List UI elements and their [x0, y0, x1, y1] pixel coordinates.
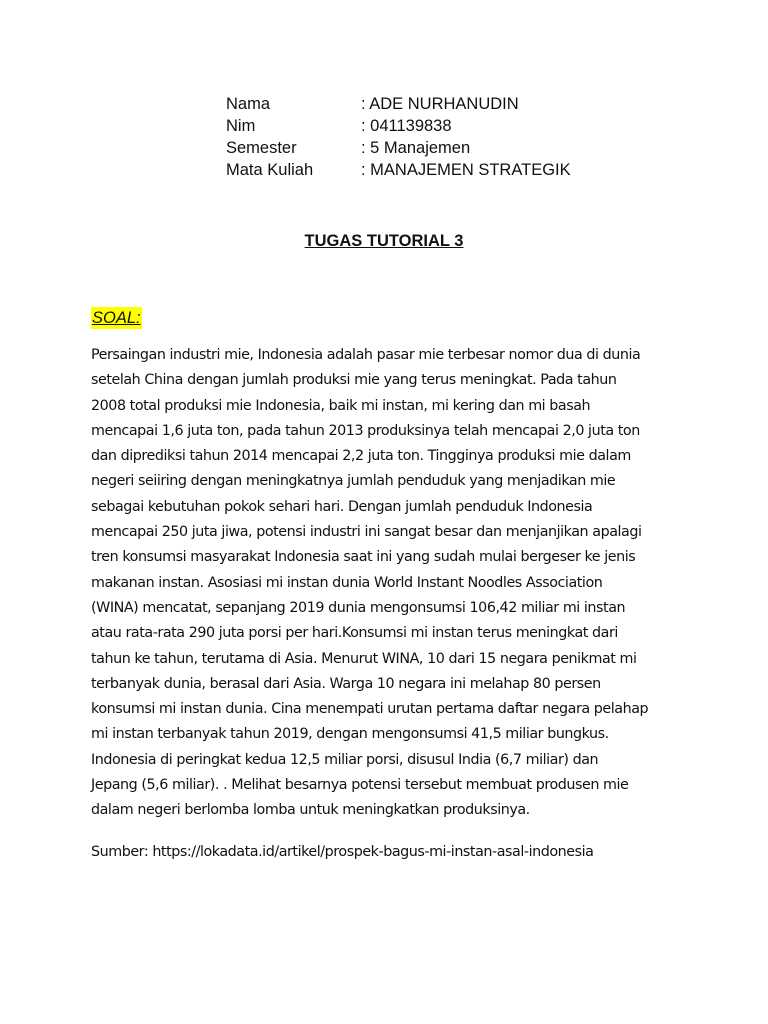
question-paragraph	[91, 343, 681, 824]
document-title: TUGAS TUTORIAL 3	[304, 232, 464, 250]
paragraph-line: atau rata-rata 290 juta porsi per hari.Konsumsi mi instan terus meningkat dari	[91, 625, 618, 642]
paragraph-line: 2008 total produksi mie Indonesia, baik mi instan, mi kering dan mi basah	[91, 397, 591, 414]
identity-value: : 5 Manajemen	[361, 139, 471, 157]
paragraph-line: mi instan terbanyak tahun 2019, dengan mengonsumsi 41,5 miliar bungkus.	[91, 726, 609, 743]
identity-value: : MANAJEMEN STRATEGIK	[361, 161, 571, 179]
identity-label: Nama	[226, 95, 271, 113]
paragraph-line: negeri seiiring dengan meningkatnya jumlah penduduk yang menjadikan mie	[91, 473, 616, 490]
identity-label: Semester	[226, 139, 297, 157]
paragraph-line: mencapai 250 juta jiwa, potensi industri ini sangat besar dan menjanjikan apalagi	[91, 524, 642, 541]
identity-row-nama	[226, 93, 571, 115]
source-citation: Sumber: https://lokadata.id/artikel/prospek-bagus-mi-instan-asal-indonesia	[91, 844, 594, 860]
paragraph-line: makanan instan. Asosiasi mi instan dunia World Instant Noodles Association	[91, 574, 603, 591]
paragraph-line: Jepang (5,6 miliar). . Melihat besarnya potensi tersebut membuat produsen mie	[91, 777, 629, 794]
paragraph-line: (WINA) mencatat, sepanjang 2019 dunia mengonsumsi 106,42 miliar mi instan	[91, 599, 626, 616]
paragraph-line: tren konsumsi masyarakat Indonesia saat ini yang sudah mulai bergeser ke jenis	[91, 549, 636, 566]
identity-label: Mata Kuliah	[226, 161, 314, 179]
paragraph-line: dan diprediksi tahun 2014 mencapai 2,2 juta ton. Tingginya produksi mie dalam	[91, 448, 631, 465]
identity-row-nim	[226, 115, 571, 137]
paragraph-line: terbanyak dunia, berasal dari Asia. Warga 10 negara ini melahap 80 persen	[91, 675, 601, 692]
paragraph-line: konsumsi mi instan dunia. Cina menempati urutan pertama daftar negara pelahap	[91, 701, 649, 718]
paragraph-line: sebagai kebutuhan pokok sehari hari. Dengan jumlah penduduk Indonesia	[91, 498, 593, 515]
identity-row-mata-kuliah	[226, 159, 571, 181]
soal-label: SOAL:	[92, 309, 141, 327]
student-identity-block	[226, 93, 571, 181]
paragraph-line: mencapai 1,6 juta ton, pada tahun 2013 produksinya telah mencapai 2,0 juta ton	[91, 422, 640, 439]
identity-value: : 041139838	[361, 117, 452, 135]
identity-row-semester	[226, 137, 571, 159]
paragraph-line: Persaingan industri mie, Indonesia adalah pasar mie terbesar nomor dua di dunia	[91, 347, 641, 363]
paragraph-line: tahun ke tahun, terutama di Asia. Menurut WINA, 10 dari 15 negara penikmat mi	[91, 650, 637, 667]
identity-label: Nim	[226, 117, 256, 135]
paragraph-line: setelah China dengan jumlah produksi mie yang terus meningkat. Pada tahun	[91, 372, 617, 389]
identity-value: : ADE NURHANUDIN	[361, 95, 519, 113]
paragraph-line: Indonesia di peringkat kedua 12,5 miliar porsi, disusul India (6,7 miliar) dan	[91, 751, 599, 768]
paragraph-line: dalam negeri berlomba lomba untuk meningkatkan produksinya.	[91, 802, 530, 819]
